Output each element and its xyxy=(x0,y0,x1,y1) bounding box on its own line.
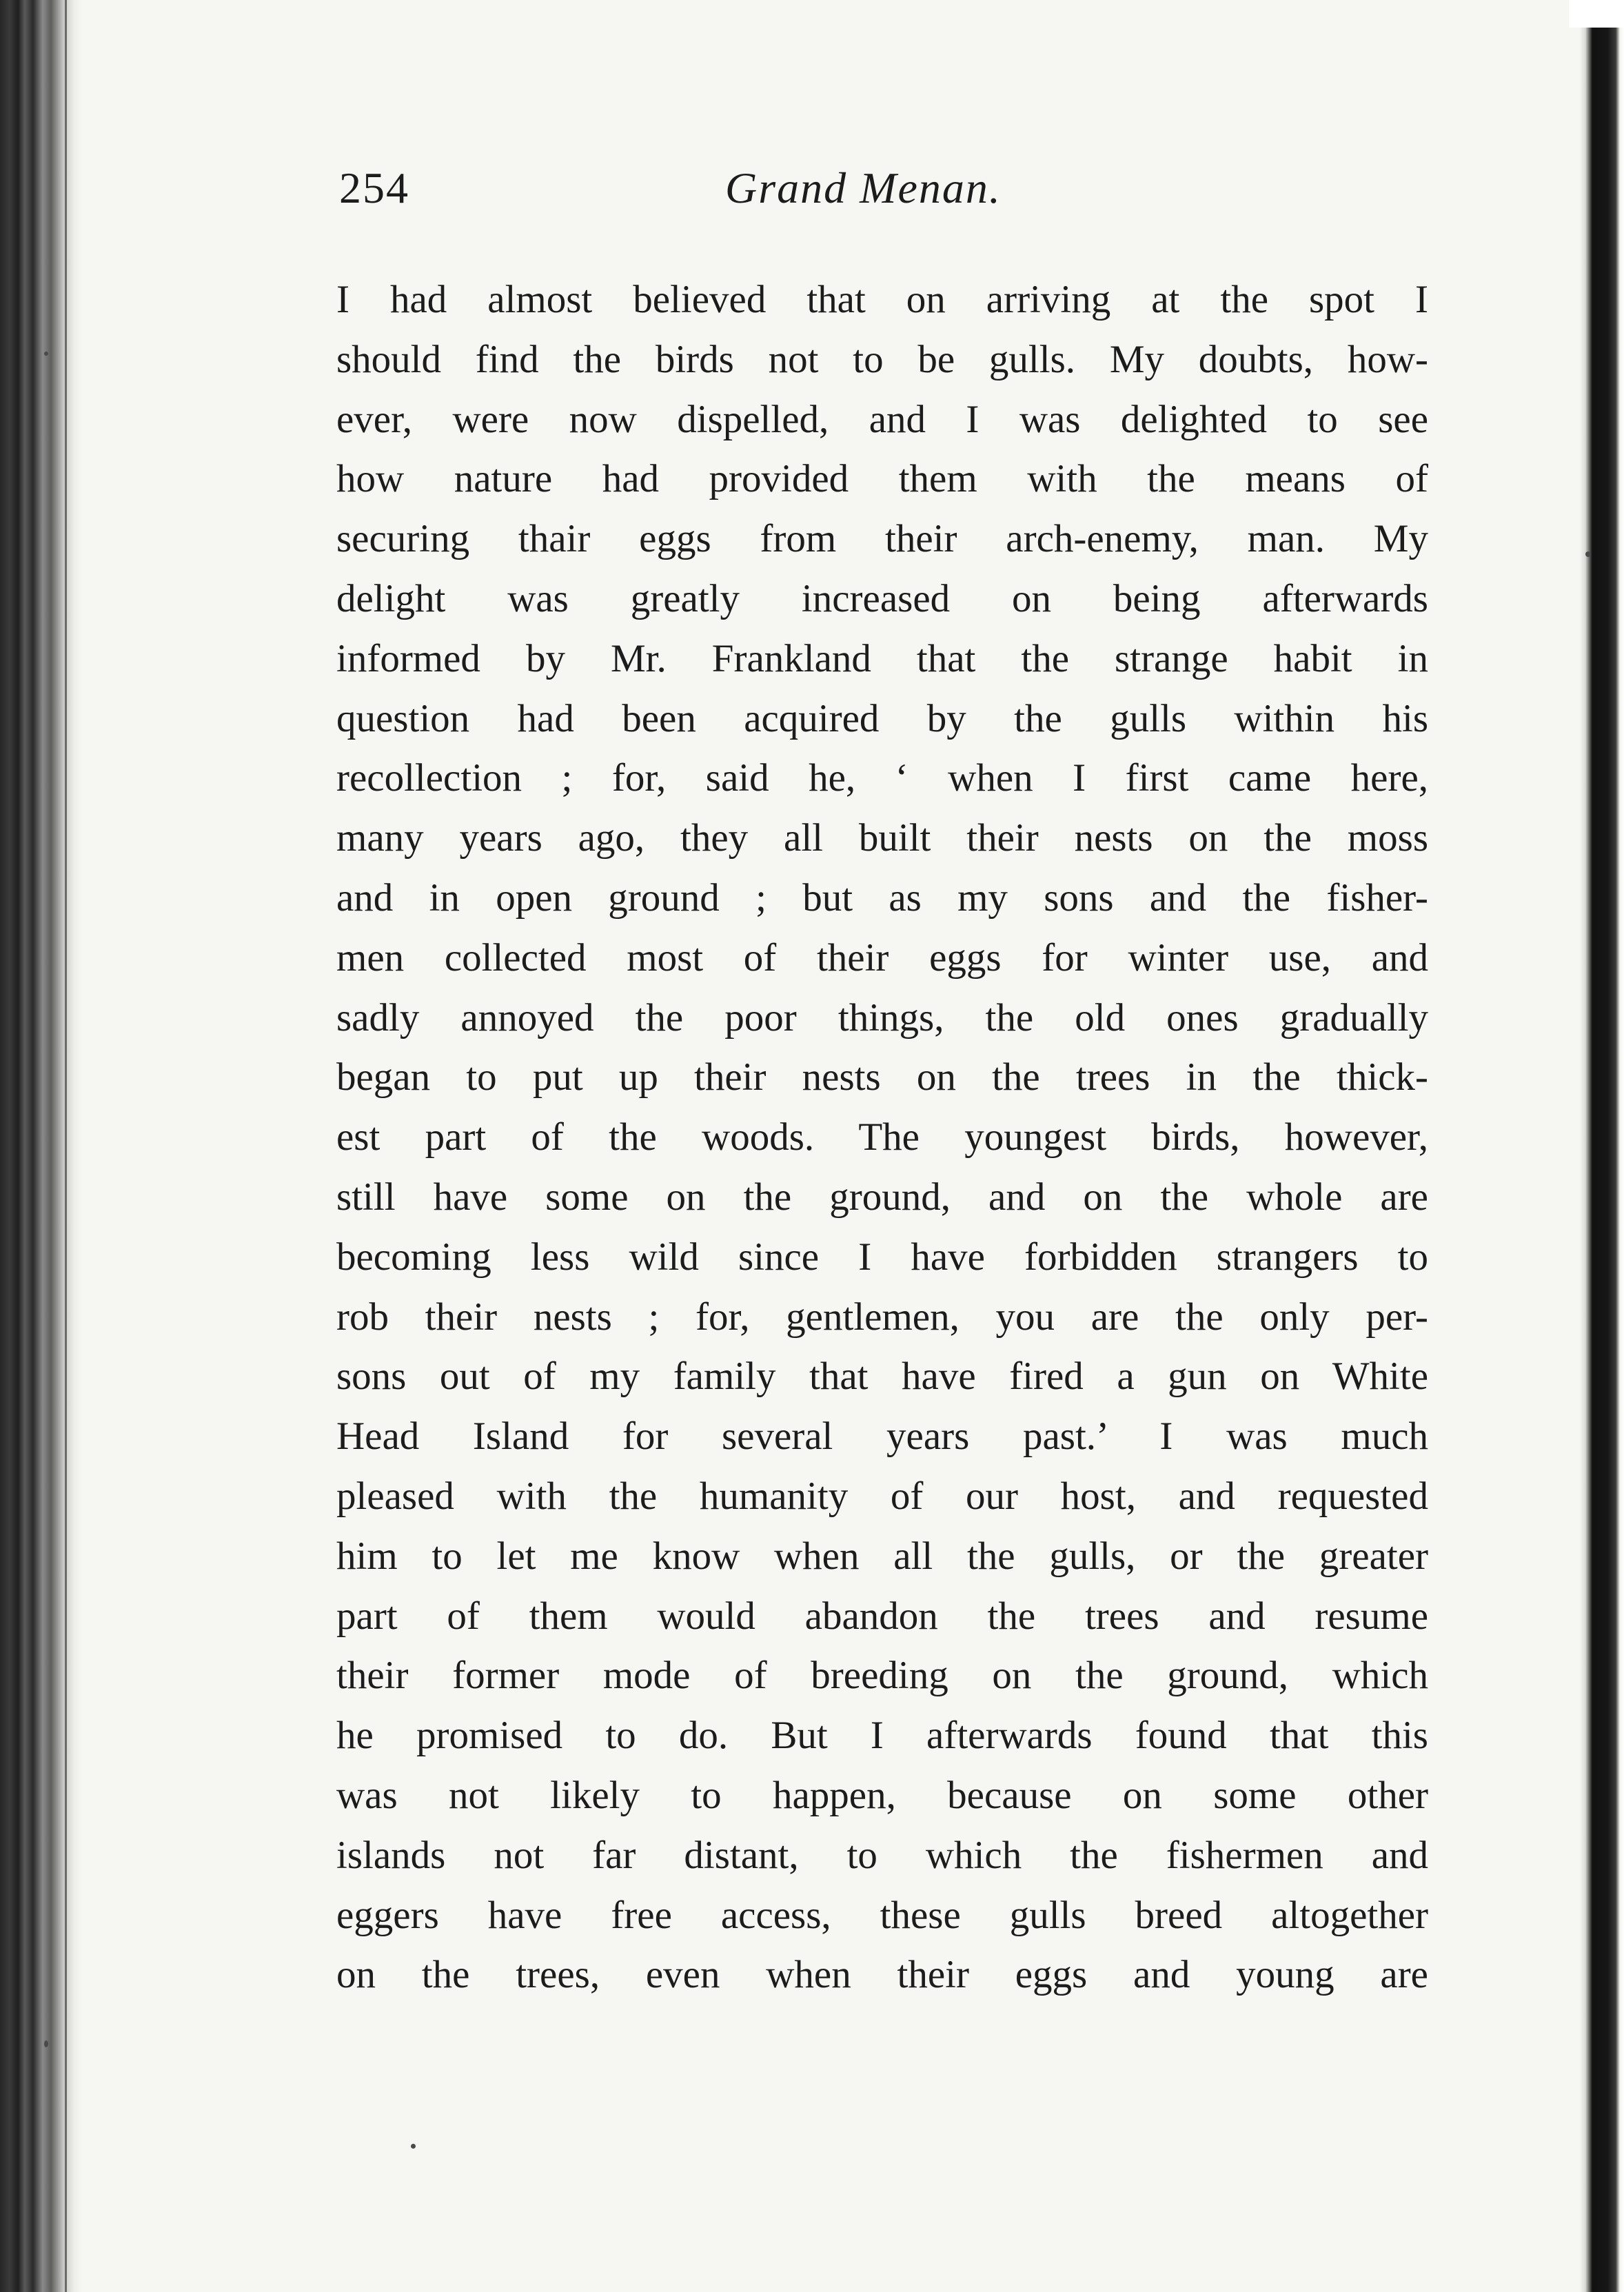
text-line: began to put up their nests on the trees in the thick- xyxy=(336,1055,1428,1099)
text-line: was not likely to happen, because on some other xyxy=(336,1773,1428,1817)
page-corner xyxy=(1569,0,1624,28)
text-line: him to let me know when all the gulls, or the greater xyxy=(336,1534,1428,1578)
text-line: recollection ; for, said he, ‘ when I first came here, xyxy=(336,756,1428,800)
text-line: becoming less wild since I have forbidden strangers to xyxy=(336,1235,1428,1279)
text-line: informed by Mr. Frankland that the strange habit in xyxy=(336,636,1428,680)
text-line: he promised to do. But I afterwards found that this xyxy=(336,1714,1428,1758)
text-line: their former mode of breeding on the ground, which xyxy=(336,1654,1428,1698)
running-head xyxy=(339,163,1442,225)
book-binding-shadow xyxy=(0,0,83,2292)
text-line: est part of the woods. The youngest birds, however, xyxy=(336,1115,1428,1159)
text-line: rob their nests ; for, gentlemen, you are the only per- xyxy=(336,1295,1428,1339)
text-line: question had been acquired by the gulls within his xyxy=(336,696,1428,740)
text-line: pleased with the humanity of our host, and requested xyxy=(336,1474,1428,1518)
text-line: still have some on the ground, and on the whole are xyxy=(336,1175,1428,1219)
text-line: should find the birds not to be gulls. My doubts, how- xyxy=(336,337,1428,381)
text-line: part of them would abandon the trees and resume xyxy=(336,1594,1428,1638)
text-line: sadly annoyed the poor things, the old ones gradually xyxy=(336,995,1428,1039)
page-right-edge xyxy=(1580,0,1624,2292)
text-line: and in open ground ; but as my sons and the fisher- xyxy=(336,875,1428,920)
text-line: ever, were now dispelled, and I was delighted to see xyxy=(336,397,1428,441)
scan-speck xyxy=(1585,551,1591,557)
text-line: eggers have free access, these gulls breed altogether xyxy=(336,1893,1428,1937)
text-line: on the trees, even when their eggs and young are xyxy=(336,1953,1428,1997)
text-line: sons out of my family that have fired a gun on White xyxy=(336,1355,1428,1399)
scan-speck xyxy=(44,352,48,356)
text-line: Head Island for several years past.’ I was much xyxy=(336,1414,1428,1459)
scan-speck xyxy=(44,2040,48,2047)
text-line: many years ago, they all built their nests on the moss xyxy=(336,816,1428,860)
text-line: delight was greatly increased on being afterwards xyxy=(336,576,1428,620)
text-line: men collected most of their eggs for winter use, and xyxy=(336,935,1428,980)
text-line: how nature had provided them with the means of xyxy=(336,457,1428,501)
text-line: securing thair eggs from their arch-enemy, man. My xyxy=(336,517,1428,561)
running-title: Grand Menan. xyxy=(725,163,1002,212)
text-line: islands not far distant, to which the fishermen and xyxy=(336,1833,1428,1877)
page-number: 254 xyxy=(339,163,409,212)
text-line: I had almost believed that on arriving at the spot I xyxy=(336,278,1428,321)
body-text xyxy=(336,270,1428,2005)
binding-edge-line xyxy=(65,0,67,2292)
scan-speck xyxy=(411,2144,416,2149)
